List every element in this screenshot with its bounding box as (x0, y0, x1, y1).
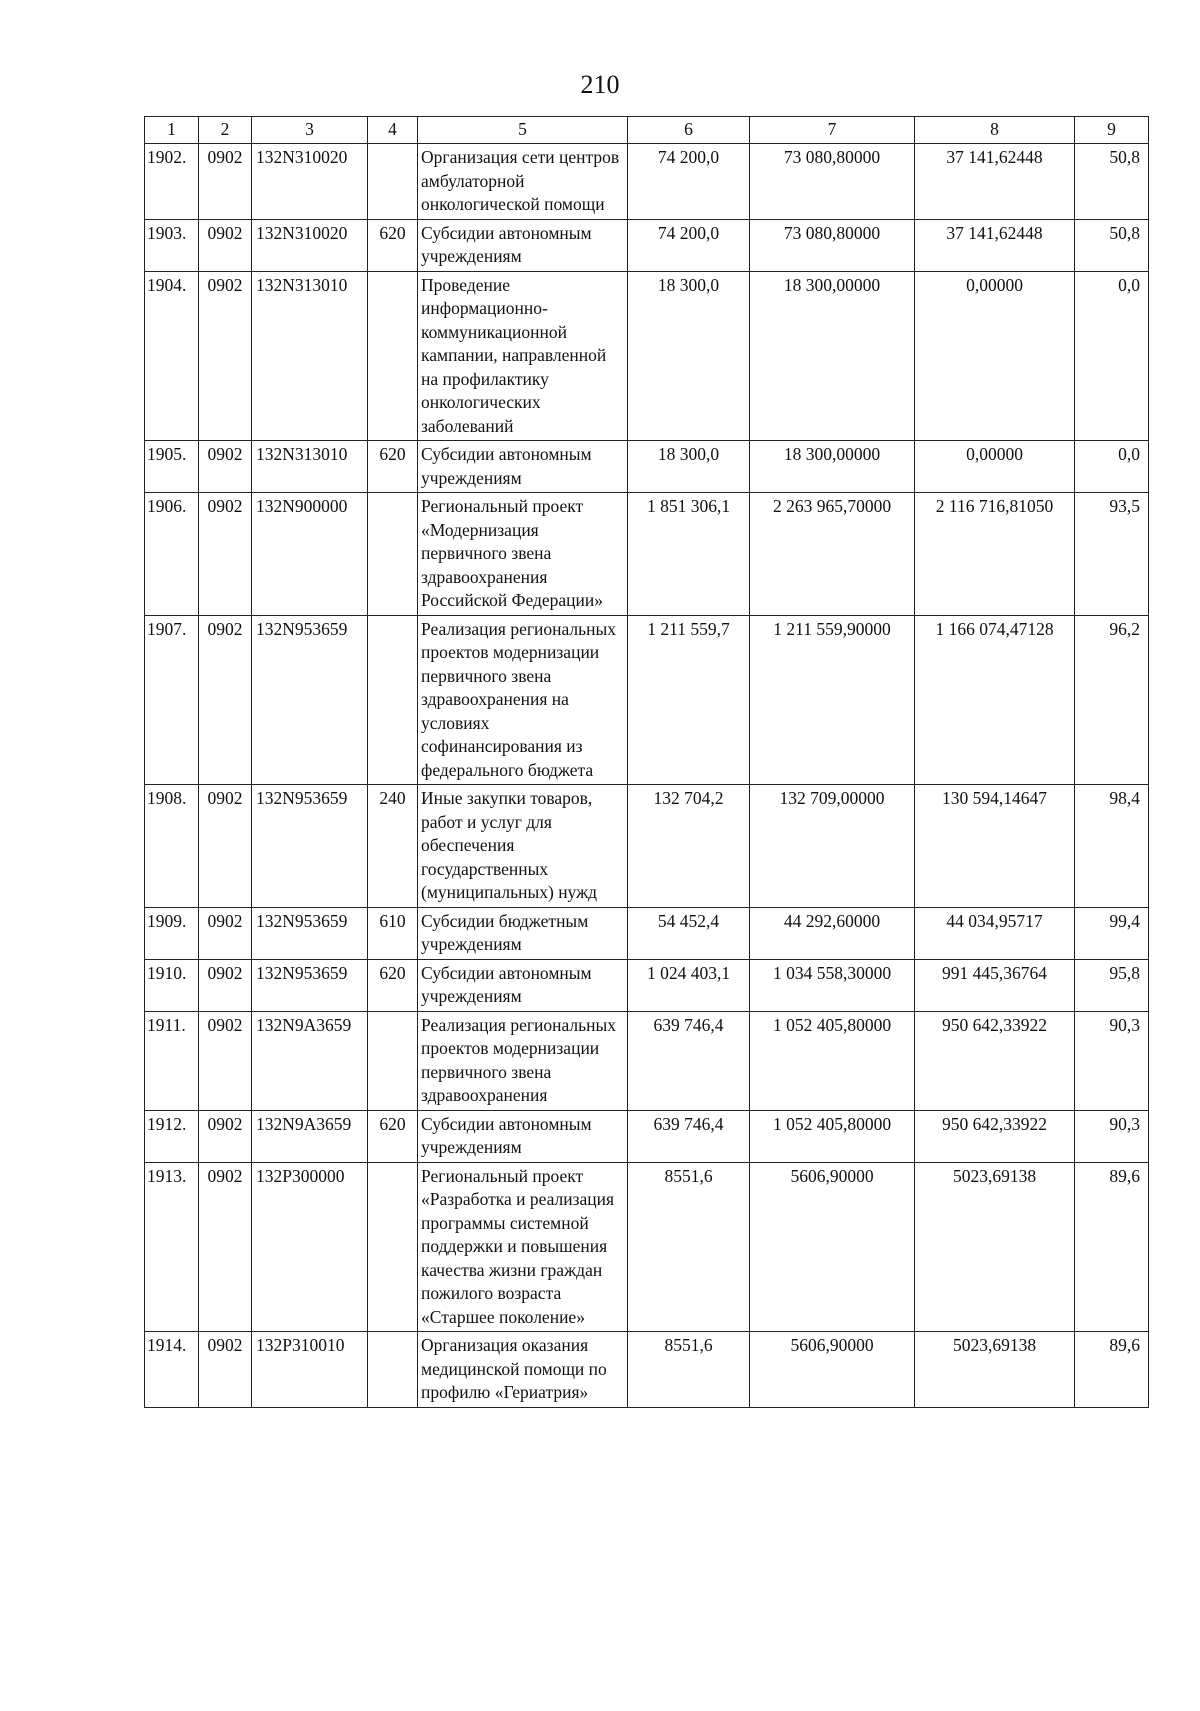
section-code: 0902 (199, 1011, 252, 1110)
row-number: 1914. (145, 1332, 199, 1408)
value-col-6: 8551,6 (628, 1332, 750, 1408)
table-row (145, 493, 1149, 616)
value-col-8: 5023,69138 (915, 1332, 1075, 1408)
value-col-7: 5606,90000 (750, 1162, 915, 1332)
section-code: 0902 (199, 271, 252, 441)
target-article-code: 132P310010 (252, 1332, 368, 1408)
header-row (145, 117, 1149, 144)
value-col-8: 2 116 716,81050 (915, 493, 1075, 616)
percent-col-9: 0,0 (1075, 441, 1149, 493)
value-col-7: 5606,90000 (750, 1332, 915, 1408)
value-col-7: 2 263 965,70000 (750, 493, 915, 616)
value-col-8: 950 642,33922 (915, 1110, 1075, 1162)
column-header-5: 5 (418, 117, 628, 144)
expense-type: 240 (368, 785, 418, 908)
value-col-6: 18 300,0 (628, 441, 750, 493)
row-number: 1905. (145, 441, 199, 493)
item-name: Субсидии автономным учреждениям (418, 441, 628, 493)
section-code: 0902 (199, 1162, 252, 1332)
table-body (145, 144, 1149, 1408)
value-col-7: 18 300,00000 (750, 271, 915, 441)
item-name: Субсидии автономным учреждениям (418, 219, 628, 271)
value-col-6: 132 704,2 (628, 785, 750, 908)
value-col-7: 1 052 405,80000 (750, 1011, 915, 1110)
target-article-code: 132N953659 (252, 907, 368, 959)
value-col-8: 0,00000 (915, 271, 1075, 441)
percent-col-9: 89,6 (1075, 1332, 1149, 1408)
percent-col-9: 90,3 (1075, 1011, 1149, 1110)
column-header-9: 9 (1075, 117, 1149, 144)
table-row (145, 271, 1149, 441)
row-number: 1909. (145, 907, 199, 959)
section-code: 0902 (199, 785, 252, 908)
section-code: 0902 (199, 959, 252, 1011)
value-col-6: 639 746,4 (628, 1011, 750, 1110)
percent-col-9: 96,2 (1075, 615, 1149, 785)
section-code: 0902 (199, 219, 252, 271)
expense-type (368, 1011, 418, 1110)
table-row (145, 1162, 1149, 1332)
row-number: 1904. (145, 271, 199, 441)
value-col-6: 74 200,0 (628, 219, 750, 271)
expense-type (368, 271, 418, 441)
table-row (145, 1011, 1149, 1110)
percent-col-9: 50,8 (1075, 219, 1149, 271)
percent-col-9: 50,8 (1075, 144, 1149, 220)
expense-type (368, 144, 418, 220)
section-code: 0902 (199, 441, 252, 493)
value-col-8: 44 034,95717 (915, 907, 1075, 959)
item-name: Субсидии автономным учреждениям (418, 959, 628, 1011)
percent-col-9: 90,3 (1075, 1110, 1149, 1162)
percent-col-9: 93,5 (1075, 493, 1149, 616)
expense-type: 620 (368, 959, 418, 1011)
table-row (145, 615, 1149, 785)
target-article-code: 132N310020 (252, 144, 368, 220)
percent-col-9: 89,6 (1075, 1162, 1149, 1332)
expense-type: 620 (368, 219, 418, 271)
table-row (145, 144, 1149, 220)
target-article-code: 132N313010 (252, 441, 368, 493)
page-number: 210 (580, 70, 620, 99)
target-article-code: 132N313010 (252, 271, 368, 441)
value-col-7: 18 300,00000 (750, 441, 915, 493)
value-col-8: 37 141,62448 (915, 144, 1075, 220)
item-name: Реализация региональных проектов модернизации первичного звена здравоохранения (418, 1011, 628, 1110)
value-col-7: 132 709,00000 (750, 785, 915, 908)
value-col-8: 1 166 074,47128 (915, 615, 1075, 785)
column-header-7: 7 (750, 117, 915, 144)
value-col-8: 5023,69138 (915, 1162, 1075, 1332)
item-name: Проведение информационно-коммуникационной кампании, направленной на профилактику онкологических заболеваний (418, 271, 628, 441)
table-row (145, 219, 1149, 271)
row-number: 1911. (145, 1011, 199, 1110)
item-name: Субсидии бюджетным учреждениям (418, 907, 628, 959)
percent-col-9: 98,4 (1075, 785, 1149, 908)
value-col-6: 1 211 559,7 (628, 615, 750, 785)
target-article-code: 132N953659 (252, 959, 368, 1011)
target-article-code: 132N9A3659 (252, 1110, 368, 1162)
target-article-code: 132P300000 (252, 1162, 368, 1332)
table-row (145, 959, 1149, 1011)
column-header-6: 6 (628, 117, 750, 144)
value-col-8: 37 141,62448 (915, 219, 1075, 271)
value-col-7: 73 080,80000 (750, 219, 915, 271)
target-article-code: 132N953659 (252, 785, 368, 908)
value-col-7: 1 052 405,80000 (750, 1110, 915, 1162)
row-number: 1903. (145, 219, 199, 271)
percent-col-9: 0,0 (1075, 271, 1149, 441)
target-article-code: 132N9A3659 (252, 1011, 368, 1110)
table-row (145, 907, 1149, 959)
value-col-7: 1 034 558,30000 (750, 959, 915, 1011)
target-article-code: 132N310020 (252, 219, 368, 271)
section-code: 0902 (199, 493, 252, 616)
target-article-code: 132N900000 (252, 493, 368, 616)
expense-type: 620 (368, 441, 418, 493)
value-col-8: 130 594,14647 (915, 785, 1075, 908)
section-code: 0902 (199, 907, 252, 959)
item-name: Реализация региональных проектов модернизации первичного звена здравоохранения на условиях софинансирования из федерального бюджета (418, 615, 628, 785)
value-col-7: 1 211 559,90000 (750, 615, 915, 785)
section-code: 0902 (199, 615, 252, 785)
value-col-6: 54 452,4 (628, 907, 750, 959)
item-name: Организация сети центров амбулаторной онкологической помощи (418, 144, 628, 220)
target-article-code: 132N953659 (252, 615, 368, 785)
section-code: 0902 (199, 1332, 252, 1408)
column-header-8: 8 (915, 117, 1075, 144)
table-row (145, 1110, 1149, 1162)
value-col-8: 991 445,36764 (915, 959, 1075, 1011)
table-row (145, 1332, 1149, 1408)
budget-table (144, 116, 1149, 1408)
expense-type (368, 615, 418, 785)
expense-type: 610 (368, 907, 418, 959)
item-name: Иные закупки товаров, работ и услуг для обеспечения государственных (муниципальных) нужд (418, 785, 628, 908)
row-number: 1907. (145, 615, 199, 785)
value-col-6: 74 200,0 (628, 144, 750, 220)
expense-type (368, 493, 418, 616)
row-number: 1906. (145, 493, 199, 616)
percent-col-9: 99,4 (1075, 907, 1149, 959)
value-col-6: 18 300,0 (628, 271, 750, 441)
column-header-4: 4 (368, 117, 418, 144)
value-col-8: 950 642,33922 (915, 1011, 1075, 1110)
column-header-2: 2 (199, 117, 252, 144)
value-col-7: 44 292,60000 (750, 907, 915, 959)
item-name: Субсидии автономным учреждениям (418, 1110, 628, 1162)
column-header-3: 3 (252, 117, 368, 144)
expense-type (368, 1162, 418, 1332)
section-code: 0902 (199, 1110, 252, 1162)
expense-type: 620 (368, 1110, 418, 1162)
table-row (145, 441, 1149, 493)
row-number: 1908. (145, 785, 199, 908)
value-col-6: 8551,6 (628, 1162, 750, 1332)
row-number: 1902. (145, 144, 199, 220)
table-row (145, 785, 1149, 908)
value-col-6: 1 851 306,1 (628, 493, 750, 616)
row-number: 1910. (145, 959, 199, 1011)
column-header-1: 1 (145, 117, 199, 144)
section-code: 0902 (199, 144, 252, 220)
row-number: 1913. (145, 1162, 199, 1332)
value-col-8: 0,00000 (915, 441, 1075, 493)
item-name: Региональный проект «Модернизация первичного звена здравоохранения Российской Федерации» (418, 493, 628, 616)
expense-type (368, 1332, 418, 1408)
value-col-6: 639 746,4 (628, 1110, 750, 1162)
value-col-7: 73 080,80000 (750, 144, 915, 220)
percent-col-9: 95,8 (1075, 959, 1149, 1011)
value-col-6: 1 024 403,1 (628, 959, 750, 1011)
item-name: Организация оказания медицинской помощи по профилю «Гериатрия» (418, 1332, 628, 1408)
row-number: 1912. (145, 1110, 199, 1162)
item-name: Региональный проект «Разработка и реализация программы системной поддержки и повышения качества жизни граждан пожилого возраста «Старшее поколение» (418, 1162, 628, 1332)
